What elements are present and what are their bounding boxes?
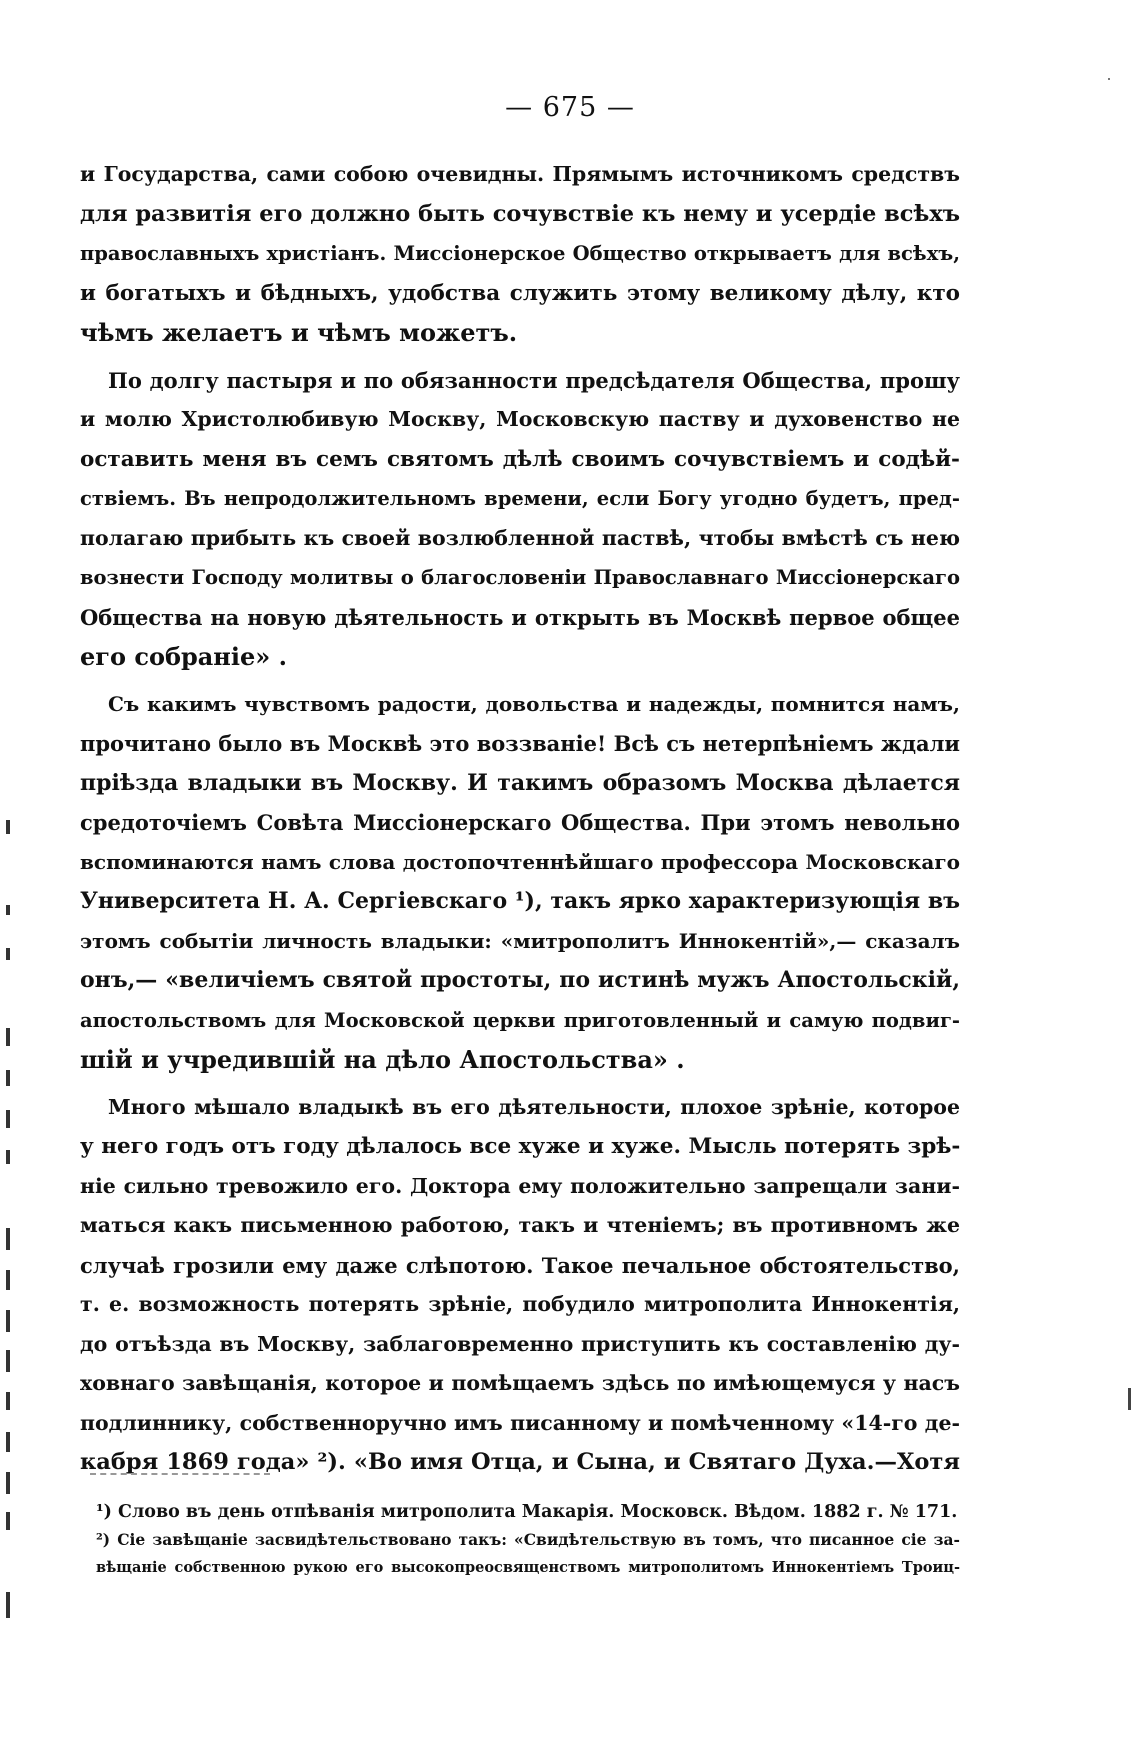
- margin-mark: [6, 1310, 10, 1332]
- text-line: маться какъ письменною работою, такъ и чтеніемъ; въ противномъ же: [80, 1213, 960, 1237]
- text-line: средоточіемъ Совѣта Миссіонерскаго Общества. При этомъ невольно: [80, 810, 960, 835]
- margin-mark: [6, 905, 10, 915]
- footnotes: [96, 1498, 960, 1582]
- right-margin-scan-mark: [1128, 1388, 1131, 1410]
- text-line: Общества на новую дѣятельность и открыть въ Москвѣ первое общее: [80, 604, 960, 630]
- margin-mark: [6, 1472, 10, 1494]
- text-line: Университета Н. А. Сергіевскаго ¹), такъ ярко характеризующія въ: [80, 888, 960, 914]
- margin-mark: [6, 820, 10, 834]
- text-line: кабря 1869 года» ²). «Во имя Отца, и Сына, и Святаго Духа.—Хотя: [80, 1449, 960, 1475]
- text-line: этомъ событіи личность владыки: «митрополитъ Иннокентій»,— сказалъ: [80, 928, 960, 953]
- text-line: пріѣзда владыки въ Москву. И такимъ образомъ Москва дѣлается: [80, 769, 960, 796]
- footnote-separator: [90, 1473, 270, 1475]
- margin-mark: [6, 1028, 10, 1046]
- text-line: у него годъ отъ году дѣлалось все хуже и хуже. Мысль потерять зрѣ-: [80, 1134, 961, 1159]
- text-line: По долгу пастыря и по обязанности предсѣдателя Общества, прошу: [108, 367, 960, 393]
- margin-mark: [6, 1070, 10, 1086]
- text-line: ховнаго завѣщанія, которое и помѣщаемъ здѣсь по имѣющемуся у насъ: [80, 1371, 960, 1395]
- margin-mark: [6, 948, 10, 960]
- margin-mark: [6, 1512, 10, 1530]
- text-line: его собраніе» .: [80, 642, 287, 671]
- footnote-1: ¹) Слово въ день отпѣванія митрополита Макарія. Московск. Вѣдом. 1882 г. № 171.: [96, 1502, 958, 1522]
- text-line: и молю Христолюбивую Москву, Московскую паству и духовенство не: [80, 407, 960, 431]
- paragraph-gap: [80, 677, 960, 685]
- page-number: — 675 —: [505, 92, 635, 123]
- paragraph-gap: [80, 353, 960, 361]
- scan-speck: [1108, 78, 1110, 80]
- margin-mark: [6, 1392, 10, 1410]
- paragraph-gap: [80, 1080, 960, 1088]
- body-text: [80, 155, 960, 1483]
- text-line: полагаю прибыть къ своей возлюбленной паствѣ, чтобы вмѣстѣ съ нею: [80, 525, 960, 550]
- text-line: ствіемъ. Въ непродолжительномъ времени, если Богу угодно будетъ, пред-: [80, 487, 960, 510]
- footnote-2: ²) Сіе завѣщаніе засвидѣтельствовано такъ: «Свидѣтельствую въ томъ, что писанное сіе за-: [96, 1530, 960, 1549]
- text-line: вспоминаются намъ слова достопочтеннѣйшаго профессора Московскаго: [80, 849, 960, 874]
- margin-mark: [6, 1432, 10, 1452]
- text-line: чѣмъ желаетъ и чѣмъ можетъ.: [80, 318, 518, 347]
- text-line: ніе сильно тревожило его. Доктора ему положительно запрещали зани-: [80, 1173, 960, 1198]
- text-line: т. е. возможность потерять зрѣніе, побудило митрополита Иннокентія,: [80, 1292, 960, 1316]
- text-line: Съ какимъ чувствомъ радости, довольства и надежды, помнится намъ,: [108, 691, 960, 716]
- text-line: Много мѣшало владыкѣ въ его дѣятельности, плохое зрѣніе, которое: [108, 1094, 960, 1119]
- margin-mark: [6, 1270, 10, 1290]
- text-line: до отъѣзда въ Москву, заблаговременно приступить къ составленію ду-: [80, 1331, 960, 1356]
- text-line: прочитано было въ Москвѣ это воззваніе! Всѣ съ нетерпѣніемъ ждали: [80, 731, 960, 756]
- margin-mark: [6, 1110, 10, 1128]
- text-line: вознести Господу молитвы о благословеніи Православнаго Миссіонерскаго: [80, 566, 960, 589]
- text-line: и богатыхъ и бѣдныхъ, удобства служить этому великому дѣлу, кто: [80, 280, 960, 306]
- text-line: оставить меня въ семъ святомъ дѣлѣ своимъ сочувствіемъ и содѣй-: [80, 446, 960, 472]
- margin-mark: [6, 1592, 10, 1618]
- text-line: для развитія его должно быть сочувствіе къ нему и усердіе всѣхъ: [80, 200, 960, 227]
- footnote-2-continued: вѣщаніе собственною рукою его высокопреосвященствомъ митрополитомъ Иннокентіемъ Троиц-: [96, 1559, 960, 1576]
- margin-mark: [6, 1228, 10, 1250]
- text-line: онъ,— «величіемъ святой простоты, по истинѣ мужъ Апостольскій,: [80, 967, 960, 993]
- text-line: и Государства, сами собою очевидны. Прямымъ источникомъ средствъ: [80, 162, 960, 186]
- text-line: подлиннику, собственноручно имъ писанному и помѣченному «14-го де-: [80, 1410, 960, 1435]
- text-line: апостольствомъ для Московской церкви приготовленный и самую подвиг-: [80, 1008, 960, 1032]
- text-line: шій и учредившій на дѣло Апостольства» .: [80, 1045, 685, 1074]
- left-margin-scan-marks: [0, 0, 30, 1747]
- text-line: случаѣ грозили ему даже слѣпотою. Такое печальное обстоятельство,: [80, 1252, 960, 1278]
- text-line: православныхъ христіанъ. Миссіонерское Общество открываетъ для всѣхъ,: [80, 242, 960, 265]
- margin-mark: [6, 1350, 10, 1372]
- margin-mark: [6, 1150, 10, 1164]
